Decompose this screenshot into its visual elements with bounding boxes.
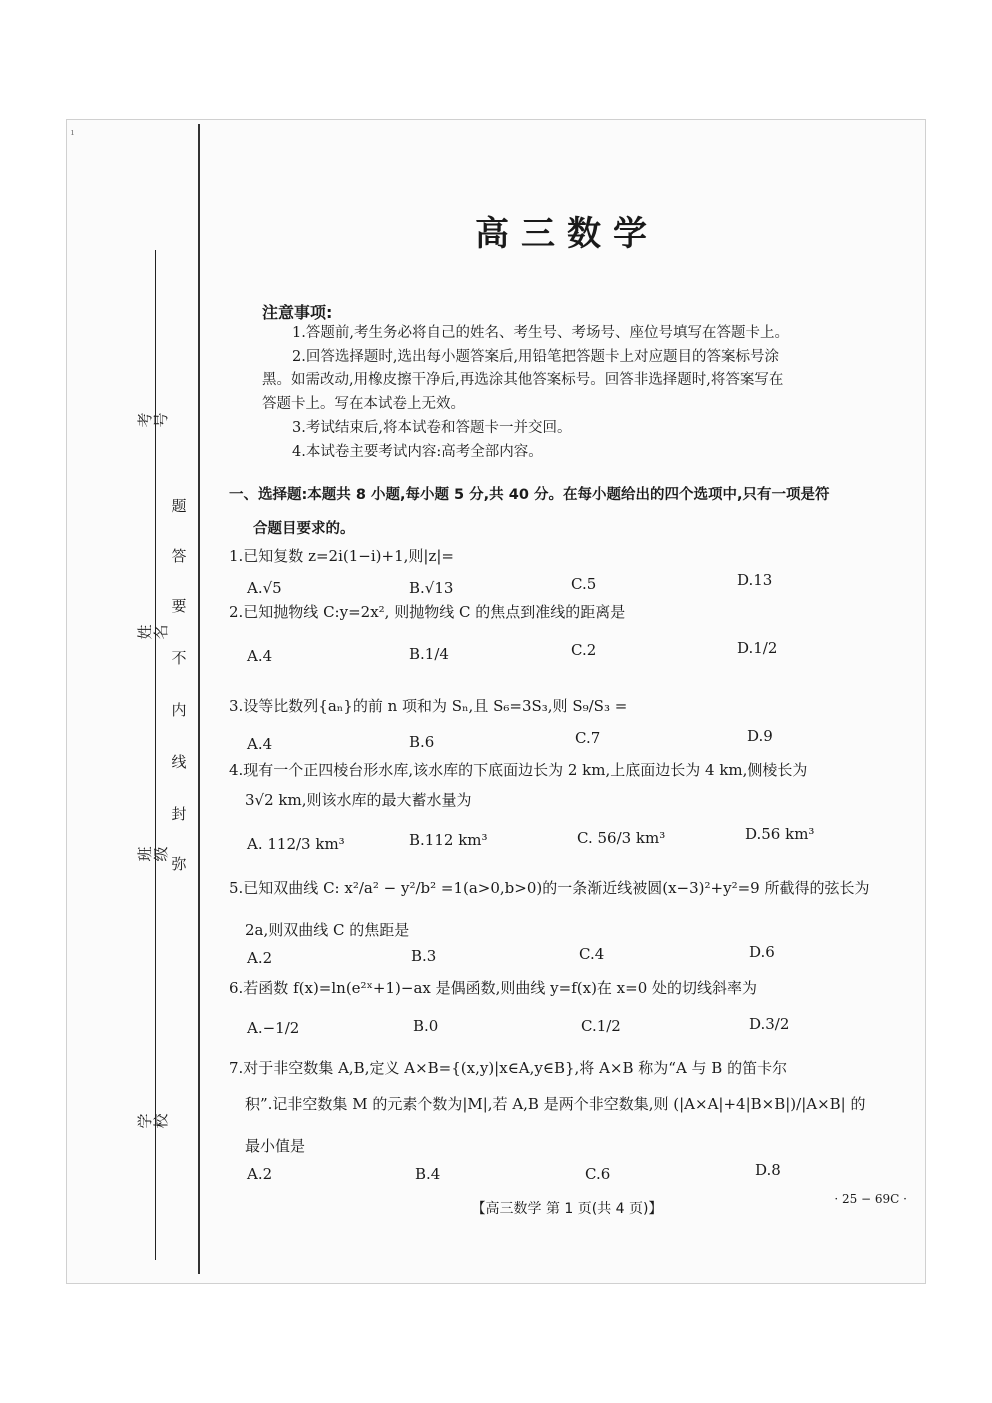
field-label-banji: 班级 [136, 846, 170, 862]
warning-char-5: 内 [171, 701, 187, 719]
q6-option-b: B.0 [413, 1017, 439, 1035]
q3-option-b: B.6 [409, 733, 435, 751]
notice-item-1: 1.答题前,考生务必将自己的姓名、考生号、考场号、座位号填写在答题卡上。 [292, 325, 789, 341]
question-7: 7.对于非空数集 A,B,定义 A×B={(x,y)|x∈A,y∈B},将 A×B 称为“A 与 B 的笛卡尔 [229, 1059, 788, 1077]
q6-option-d: D.3/2 [749, 1015, 790, 1033]
warning-char-8: 弥 [171, 855, 187, 873]
q2-option-c: C.2 [571, 641, 597, 659]
notice-item-4: 4.本试卷主要考试内容:高考全部内容。 [292, 444, 543, 460]
q3-option-d: D.9 [747, 727, 773, 745]
question-7-cont: 积”.记非空数集 M 的元素个数为|M|,若 A,B 是两个非空数集,则 (|A×A|+4|B×B|)/|A×B| 的 [245, 1095, 866, 1113]
q4-option-a: A. 112/3 km³ [247, 835, 345, 853]
q5-option-c: C.4 [579, 945, 605, 963]
notice-item-3: 3.考试结束后,将本试卷和答题卡一并交回。 [292, 420, 572, 436]
q7-option-d: D.8 [755, 1161, 781, 1179]
q7-option-b: B.4 [415, 1165, 441, 1183]
exam-sheet [66, 119, 926, 1284]
field-label-kaohao: 考号 [136, 412, 170, 428]
q1-option-d: D.13 [737, 571, 773, 589]
q6-option-a: A.−1/2 [247, 1019, 300, 1037]
notice-item-2-end: 答题卡上。写在本试卷上无效。 [262, 396, 465, 412]
q5-option-a: A.2 [247, 949, 273, 967]
page-title: 高三数学 [475, 214, 659, 254]
section-heading: 一、选择题:本题共 8 小题,每小题 5 分,共 40 分。在每小题给出的四个选项中,只有一项是符 [229, 487, 830, 503]
question-2: 2.已知抛物线 C:y=2x², 则抛物线 C 的焦点到准线的距离是 [229, 603, 626, 621]
q2-option-b: B.1/4 [409, 645, 449, 663]
q4-option-d: D.56 km³ [745, 825, 815, 843]
field-label-xingming: 姓名 [136, 624, 170, 640]
question-5-cont: 2a,则双曲线 C 的焦距是 [245, 921, 410, 939]
q3-option-c: C.7 [575, 729, 601, 747]
q7-option-c: C.6 [585, 1165, 611, 1183]
field-line-xuexiao [155, 900, 156, 1260]
q1-option-c: C.5 [571, 575, 597, 593]
q1-option-b: B.√13 [409, 579, 454, 597]
question-5: 5.已知双曲线 C: x²/a² − y²/b² =1(a>0,b>0)的一条渐近线被圆(x−3)²+y²=9 所截得的弦长为 [229, 879, 870, 897]
corner-mark: ı [71, 128, 74, 138]
question-3: 3.设等比数列{aₙ}的前 n 项和为 Sₙ,且 S₆=3S₃,则 S₉/S₃ = [229, 697, 628, 715]
warning-char-7: 封 [171, 805, 187, 823]
warning-char-6: 线 [171, 753, 187, 771]
q5-option-b: B.3 [411, 947, 437, 965]
question-4-cont: 3√2 km,则该水库的最大蓄水量为 [245, 791, 472, 809]
q5-option-d: D.6 [749, 943, 775, 961]
page-footer: 【高三数学 第 1 页(共 4 页)】 [471, 1201, 663, 1217]
question-4: 4.现有一个正四棱台形水库,该水库的下底面边长为 2 km,上底面边长为 4 km,侧棱长为 [229, 761, 808, 779]
warning-char-1: 题 [171, 497, 187, 515]
question-1: 1.已知复数 z=2i(1−i)+1,则|z|= [229, 547, 454, 565]
q1-option-a: A.√5 [247, 579, 282, 597]
warning-char-4: 不 [171, 649, 187, 667]
exam-content [217, 120, 917, 1280]
warning-char-3: 要 [171, 597, 187, 615]
notice-item-2: 2.回答选择题时,选出每小题答案后,用铅笔把答题卡上对应题目的答案标号涂 [292, 349, 780, 365]
binding-line [198, 124, 200, 1274]
q4-option-c: C. 56/3 km³ [577, 829, 666, 847]
q3-option-a: A.4 [247, 735, 273, 753]
q4-option-b: B.112 km³ [409, 831, 488, 849]
exam-code: · 25 − 69C · [834, 1192, 907, 1206]
section-heading-cont: 合题目要求的。 [253, 521, 355, 537]
notice-heading: 注意事项: [262, 303, 333, 322]
field-label-xuexiao: 学校 [136, 1113, 170, 1129]
warning-char-2: 答 [171, 547, 187, 565]
q2-option-a: A.4 [247, 647, 273, 665]
notice-item-2-cont: 黑。如需改动,用橡皮擦干净后,再选涂其他答案标号。回答非选择题时,将答案写在 [262, 372, 784, 388]
q6-option-c: C.1/2 [581, 1017, 621, 1035]
question-6: 6.若函数 f(x)=ln(e²ˣ+1)−ax 是偶函数,则曲线 y=f(x)在 x=0 处的切线斜率为 [229, 979, 758, 997]
question-7-end: 最小值是 [245, 1137, 306, 1155]
q2-option-d: D.1/2 [737, 639, 778, 657]
q7-option-a: A.2 [247, 1165, 273, 1183]
